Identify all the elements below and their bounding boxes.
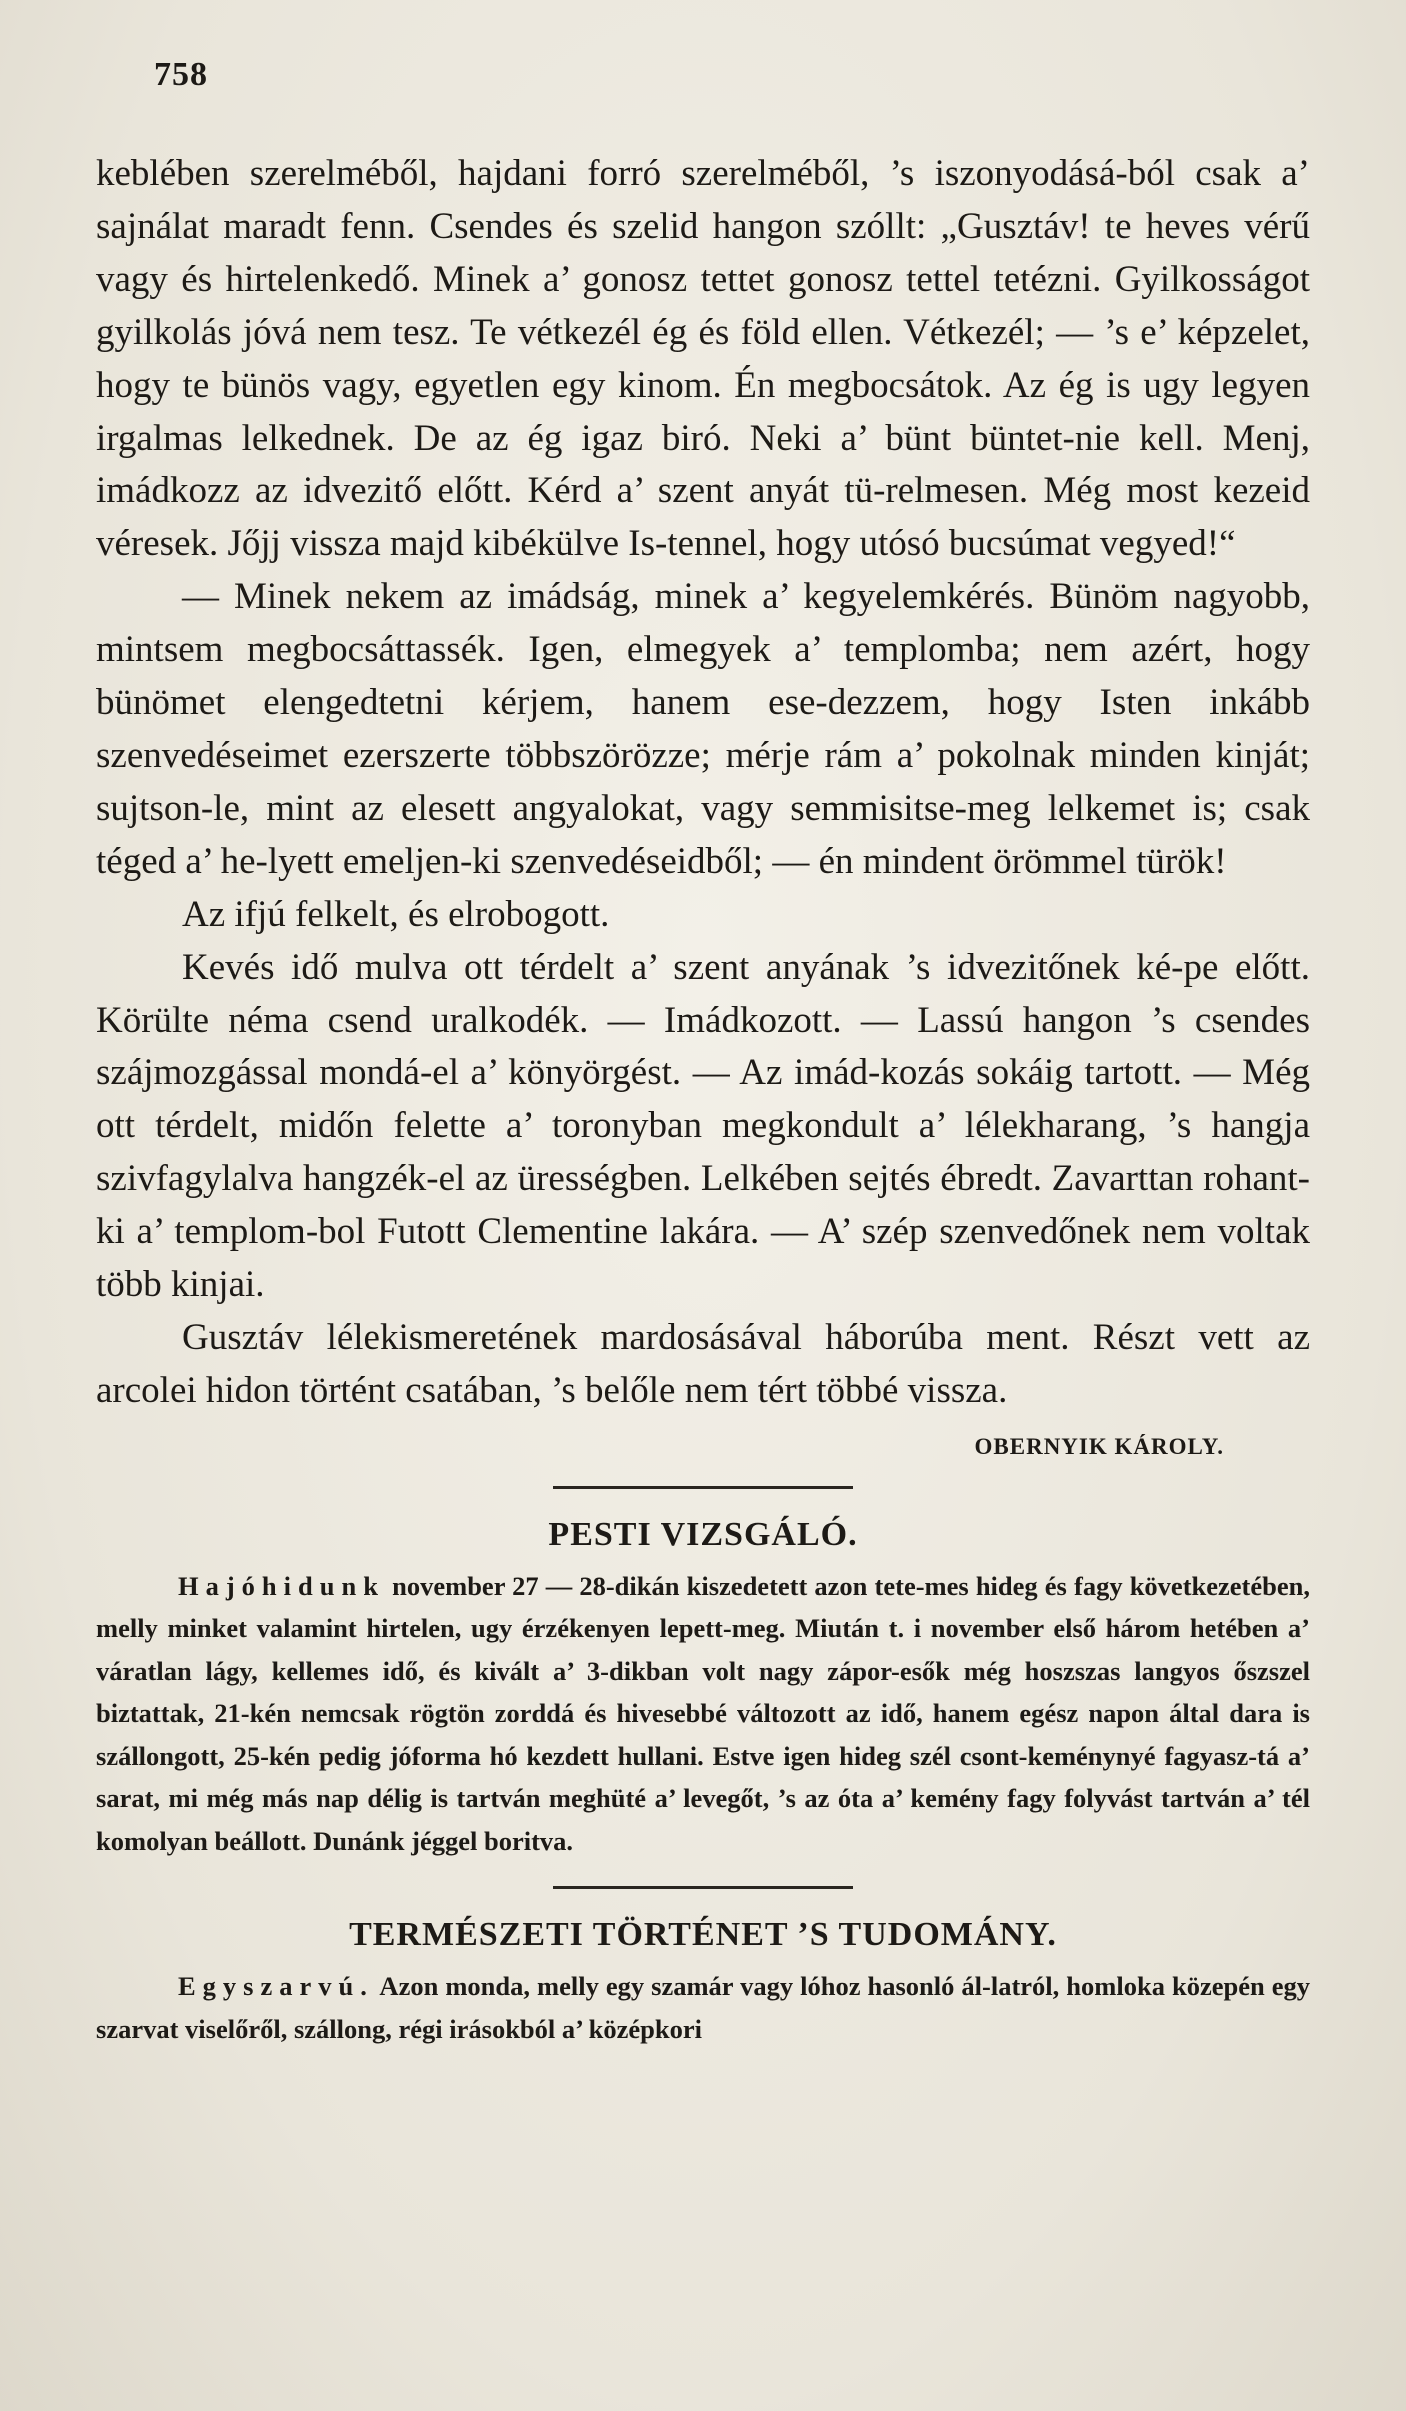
termeszeti-section-title: TERMÉSZETI TÖRTÉNET ’S TUDOMÁNY. [349,1916,1057,1954]
story-paragraph-1: keblében szerelméből, hajdani forró szerelméből, ’s iszonyodásá-ból csak a’ sajnálat maradt fenn. Csendes és szelid hangon szóllt: „Gusztáv! te heves vérű vagy és hirtelenkedő. Minek a’ gonosz tettet gonosz tettel tetézni. Gyilkosságot gyilkolás jóvá nem tesz. Te vétkezél ég és föld ellen. Vétkezél; — ’s e’ képzelet, hogy te bünös vagy, egyetlen egy kinom. Én megbocsátok. Az ég is ugy legyen irgalmas lelkednek. De az ég igaz biró. Neki a’ bünt büntet-nie kell. Menj, imádkozz az idvezitő előtt. Kérd a’ szent anyát tü-relmesen. Még most kezeid véresek. Jőjj vissza majd kibékülve Is-tennel, hogy utósó bucsúmat vegyed!“ [96,153,1310,565]
termeszeti-paragraph [96,1965,1310,2050]
story-paragraph-2: — Minek nekem az imádság, minek a’ kegyelemkérés. Bünöm nagyobb, mintsem megbocsáttassék. Igen, elmegyek a’ templomba; nem azért, hogy bünömet elengedtetni kérjem, hanem ese-dezzem, hogy Isten inkább szenvedéseimet ezerszerte többszörözze; mérje rám a’ pokolnak minden kinját; sujtson-le, mint az elesett angyalokat, vagy semmisitse-meg lelkemet is; csak téged a’ he-lyett emeljen-ki szenvedéseidből; — én mindent örömmel türök! [96,576,1310,882]
section-divider [553,1486,853,1489]
pesti-section-title: PESTI VIZSGÁLÓ. [548,1515,858,1553]
pesti-text: november 27 — 28-dikán kiszedetett azon tete-mes hideg és fagy következetében, melly minket valamint hirtelen, ugy érzékenyen lepett-meg. Miután t. i november első három hetében a’ váratlan lágy, kellemes idő, és kivált a’ 3-dikban volt nagy zápor-esők még hoszszas langyos őszszel biztattak, 21-kén nemcsak rögtön zorddá és hivesebbé változott az idő, hanem egész napon által dara is szállongott, 25-kén pedig jóforma hó kezdett hullani. Estve igen hideg szél csont-keménynyé fagyasz-tá a’ sarat, mi még más nap délig is tartván meghüté a’ levegőt, ’s az óta a’ kemény fagy folyvást tartván a’ tél komolyan beállott. Dunánk jéggel boritva. [96,1570,1310,1856]
story-author: OBERNYIK KÁROLY. [974,1433,1224,1459]
story-paragraph-4: Kevés idő mulva ott térdelt a’ szent anyának ’s idvezitőnek ké-pe előtt. Körülte néma csend uralkodék. — Imádkozott. — Lassú hangon ’s csendes szájmozgással mondá-el a’ könyörgést. — Az imád-kozás sokáig tartott. — Még ott térdelt, midőn felette a’ toronyban megkondult a’ lélekharang, ’s hangja szivfagylalva hangzék-el az ürességben. Lelkében sejtés ébredt. Zavarttan rohant-ki a’ templom-bol Futott Clementine lakára. — A’ szép szenvedőnek nem voltak több kinjai. [96,946,1310,1306]
page-body [96,148,1310,2050]
section-divider [553,1886,853,1889]
page-number: 758 [154,56,208,93]
story-paragraph-3: Az ifjú felkelt, és elrobogott. [182,893,610,935]
termeszeti-text: Azon monda, melly egy szamár vagy lóhoz hasonló ál-latról, homloka közepén egy szarvat viselőről, szállong, régi irásokból a’ középkori [96,1971,1310,2044]
termeszeti-lead-word: Egyszarvú. [178,1971,374,2002]
pesti-lead-word: Hajóhidunk [178,1570,385,1601]
pesti-paragraph [96,1565,1310,1863]
story-paragraph-5: Gusztáv lélekismeretének mardosásával háborúba ment. Részt vett az arcolei hidon történt csatában, ’s belőle nem tért többé vissza. [96,1316,1310,1411]
